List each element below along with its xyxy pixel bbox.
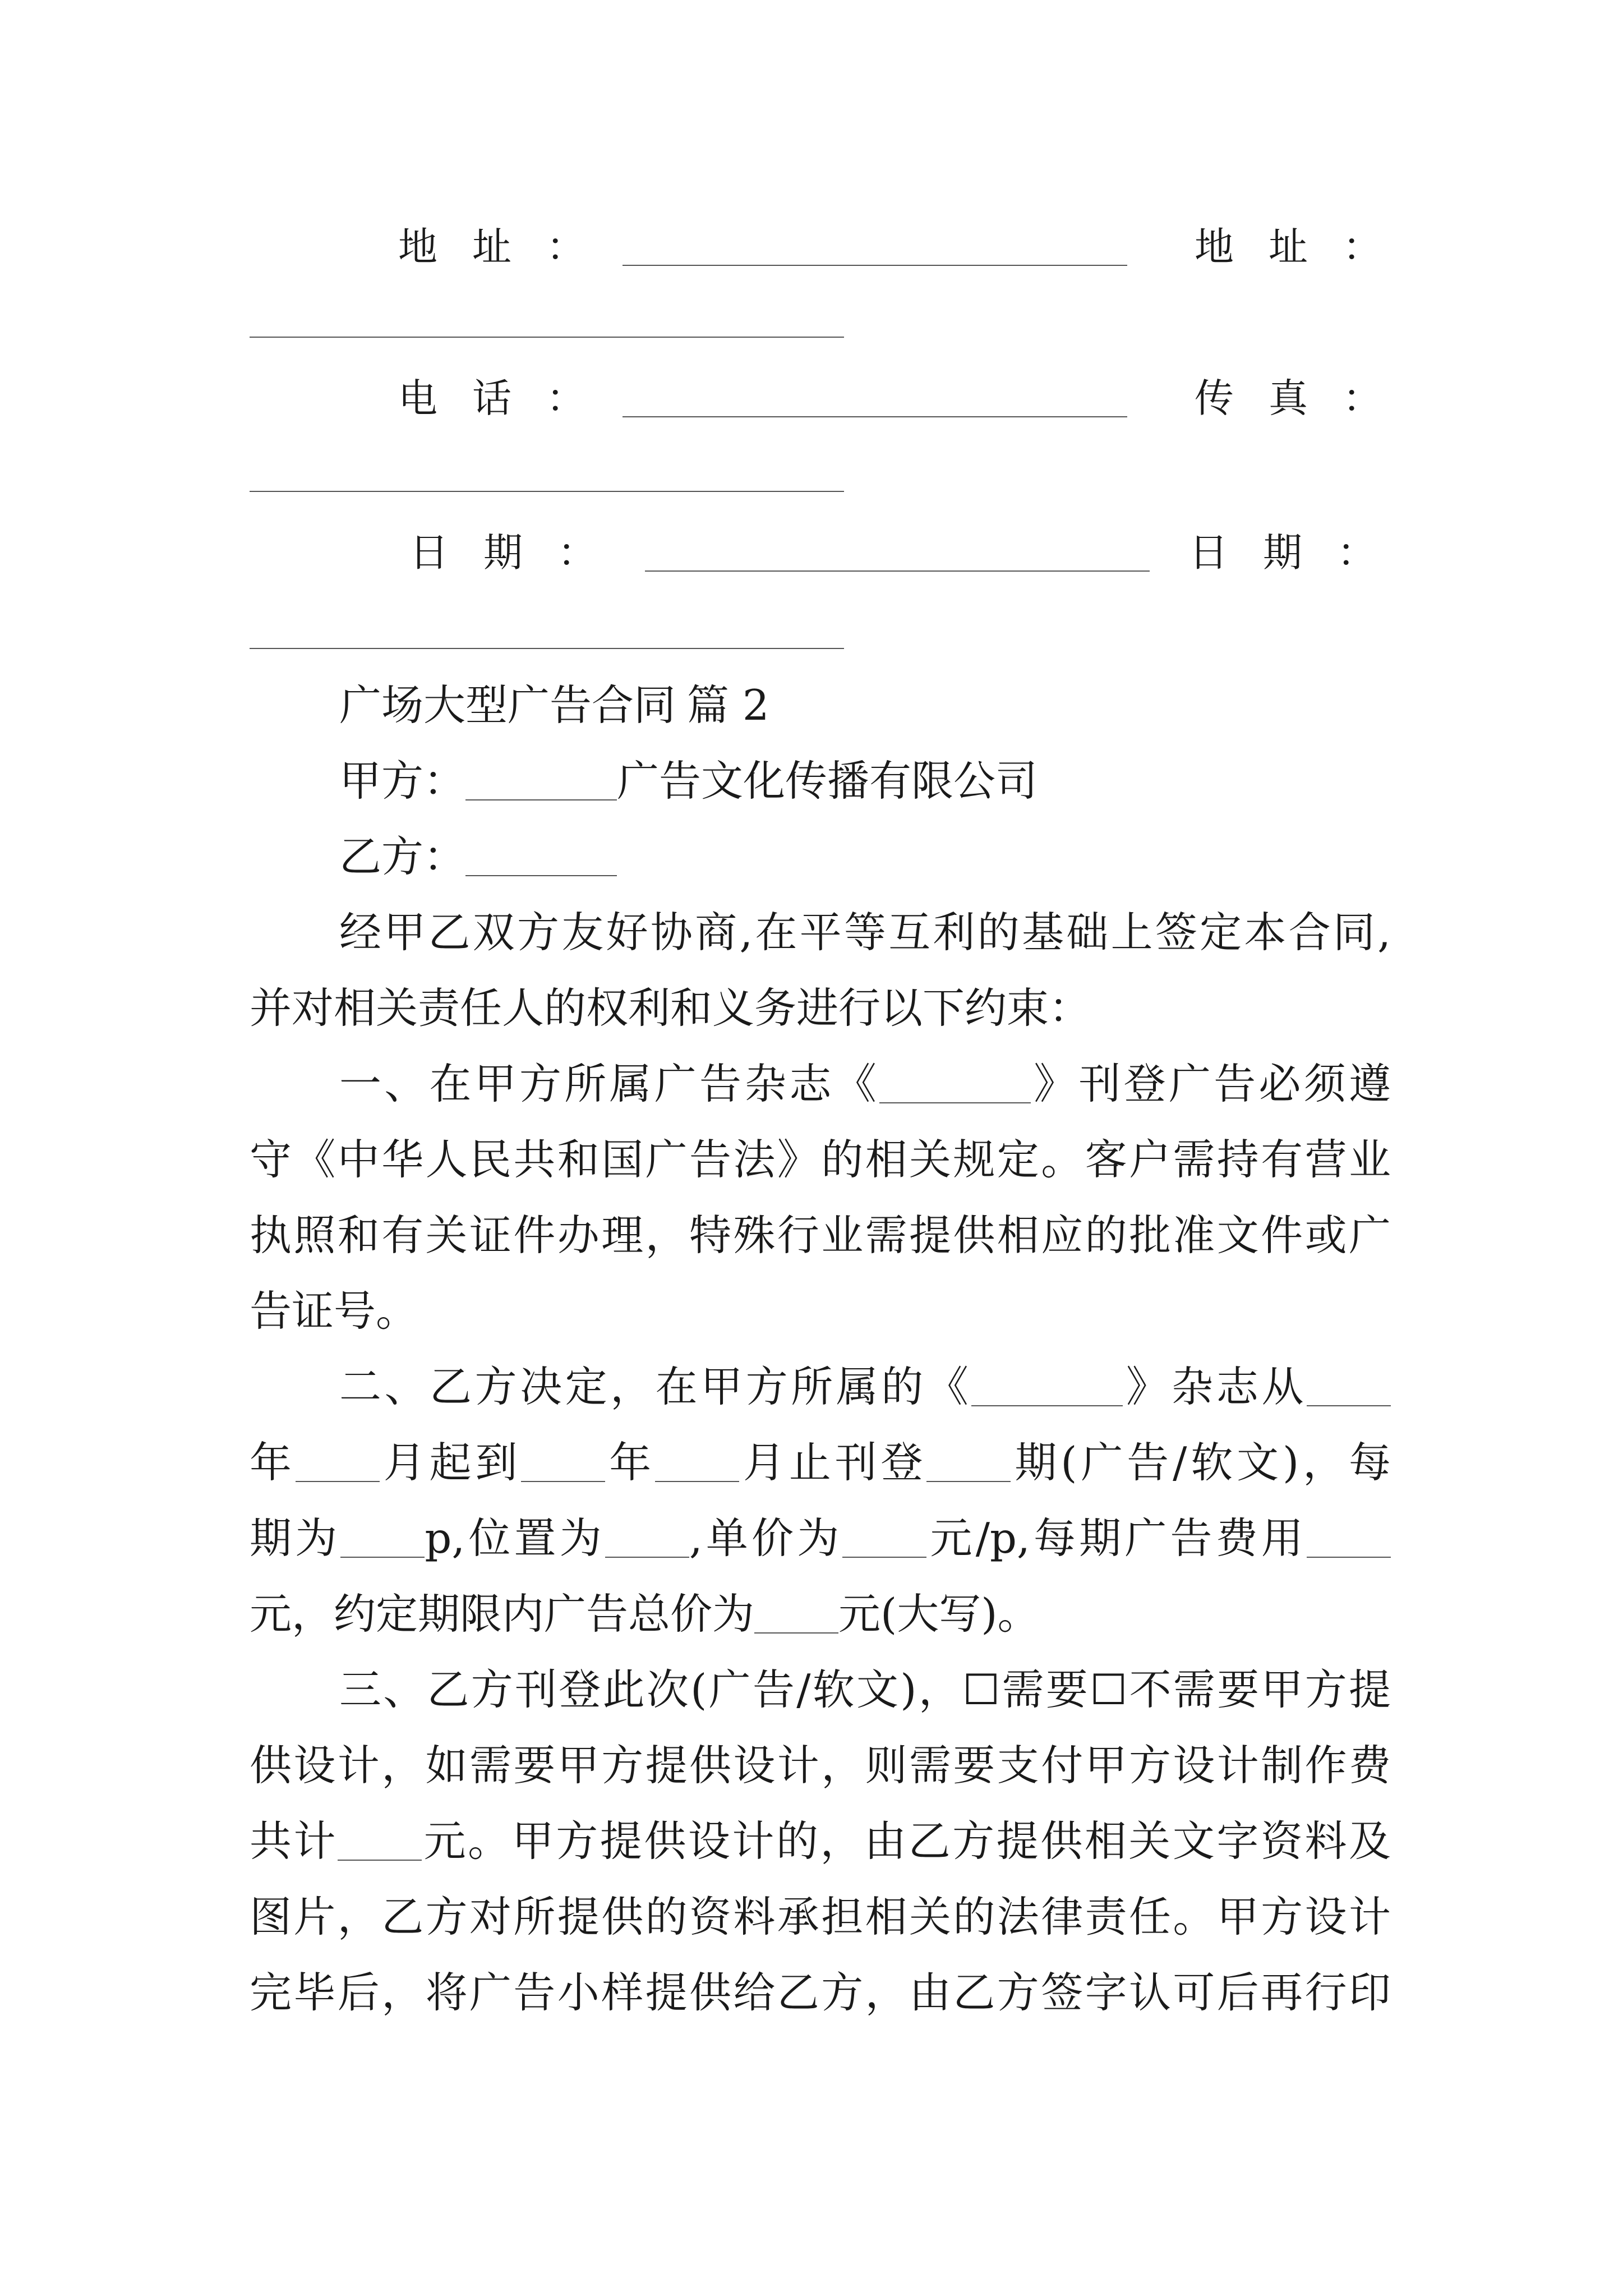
- party-a-suffix: 广告文化传播有限公司: [617, 756, 1038, 806]
- clause1-line-4: 告证号。: [250, 1286, 418, 1336]
- party-b-label: 乙方：: [339, 832, 466, 881]
- clause1-line-2: 守《中华人民共和国广告法》的相关规定。客户需持有营业: [250, 1135, 1391, 1184]
- party-a-label: 甲方：: [339, 756, 466, 806]
- phone-line[interactable]: [623, 416, 1127, 417]
- clause2-text-b: 》杂志从: [1123, 1362, 1307, 1411]
- clause2-line-4: [250, 1576, 1391, 1652]
- pages-label: 期为: [250, 1513, 341, 1563]
- clause2-text-a: 二、乙方决定，在甲方所属的《: [339, 1362, 972, 1411]
- fee-blank[interactable]: [1307, 1515, 1391, 1558]
- address-row: [0, 219, 1623, 275]
- clause2-line-3: [250, 1501, 1391, 1576]
- contract-body: [250, 668, 1391, 2031]
- clause2-line-1: [250, 1349, 1391, 1425]
- date-line-right[interactable]: [250, 648, 844, 649]
- fee-label: 元/p,每期广告费用: [926, 1513, 1307, 1563]
- pages-blank[interactable]: [340, 1515, 425, 1558]
- address-label-left: 地址：: [398, 224, 620, 270]
- address-line-right[interactable]: [250, 337, 844, 338]
- date-line-left[interactable]: [645, 570, 1150, 572]
- month-from-label: 月起到: [379, 1438, 522, 1487]
- magazine-blank[interactable]: [971, 1363, 1123, 1406]
- party-a-blank[interactable]: [465, 757, 617, 800]
- clause2-line-2: [250, 1425, 1391, 1501]
- intro-line-1: 经甲乙双方友好协商,在平等互利的基础上签定本合同,: [339, 908, 1391, 957]
- fax-label: 传真：: [1195, 375, 1417, 421]
- design-fee-label: 共计: [250, 1816, 338, 1866]
- intro-line-2: 并对相关责任人的权利和义务进行以下约束：: [250, 983, 1091, 1033]
- magazine-name-blank[interactable]: [879, 1060, 1031, 1103]
- address-line-left[interactable]: [623, 265, 1127, 266]
- clause3-line-1: 三、乙方刊登此次(广告/软文)，☐需要☐不需要甲方提: [339, 1665, 1391, 1714]
- start-year-blank[interactable]: [1307, 1363, 1391, 1406]
- date-row: [0, 524, 1623, 581]
- end-year-label: 年: [605, 1438, 656, 1487]
- party-a-line: [250, 743, 1391, 819]
- party-b-blank[interactable]: [465, 833, 617, 876]
- total-blank[interactable]: [754, 1590, 838, 1634]
- total-suffix: 元(大写)。: [838, 1589, 1040, 1639]
- total-label: 元，约定期限内广告总价为: [250, 1589, 755, 1639]
- clause1-line-3: 执照和有关证件办理，特殊行业需提供相应的批准文件或广: [250, 1211, 1391, 1260]
- issues-blank[interactable]: [926, 1439, 1011, 1482]
- clause1-text-a: 一、在甲方所属广告杂志《: [339, 1059, 879, 1108]
- phone-label: 电话：: [398, 375, 620, 421]
- section-title-suffix: 篇 2: [687, 680, 769, 730]
- unit-price-blank[interactable]: [842, 1515, 926, 1558]
- year-label: 年: [250, 1438, 296, 1487]
- clause3-line-2: 供设计，如需要甲方提供设计，则需要支付甲方设计制作费: [250, 1741, 1391, 1790]
- position-label: p,位置为: [425, 1513, 605, 1563]
- date-label-left: 日期：: [409, 530, 631, 576]
- section-title-text: 广场大型广告合同: [339, 680, 676, 730]
- phone-fax-row: [0, 370, 1623, 426]
- section-title: [250, 668, 1391, 743]
- clause3-line-3: [250, 1803, 1391, 1879]
- month-to-label: 月止刊登: [739, 1438, 927, 1487]
- clause3-line-4: 图片，乙方对所提供的资料承担相关的法律责任。甲方设计: [250, 1892, 1391, 1941]
- date-label-right: 日期：: [1189, 530, 1411, 576]
- clause1-text-b: 》刊登广告必须遵: [1030, 1059, 1391, 1108]
- end-year-blank[interactable]: [521, 1439, 605, 1482]
- issues-label: 期(广告/软文)，每: [1011, 1438, 1391, 1487]
- fax-line[interactable]: [250, 491, 844, 492]
- clause3-line-5: 完毕后，将广告小样提供给乙方，由乙方签字认可后再行印: [250, 1968, 1391, 2017]
- end-month-blank[interactable]: [655, 1439, 739, 1482]
- party-b-line: [250, 819, 1391, 895]
- design-fee-blank[interactable]: [338, 1818, 422, 1861]
- position-blank[interactable]: [605, 1515, 689, 1558]
- start-month-blank[interactable]: [296, 1439, 380, 1482]
- clause1-line-1: [250, 1046, 1391, 1122]
- design-fee-suffix: 元。甲方提供设计的，由乙方提供相关文字资料及: [422, 1816, 1391, 1866]
- unit-price-label: ,单价为: [689, 1513, 843, 1563]
- address-label-right: 地址：: [1195, 224, 1417, 270]
